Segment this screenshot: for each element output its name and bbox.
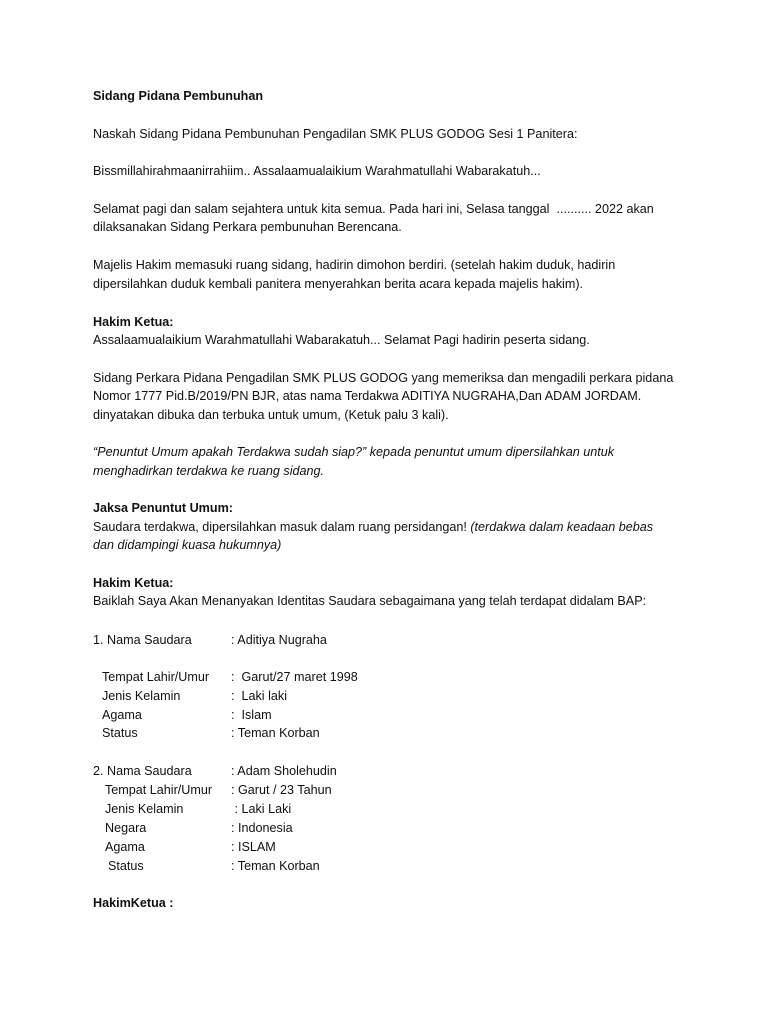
identity-label: 2. Nama Saudara: [93, 764, 192, 778]
paragraph-line: Majelis Hakim memasuki ruang sidang, hadirin dimohon berdiri. (setelah hakim duduk, hadirin: [93, 258, 616, 272]
opening-greeting: Bissmillahirahmaanirrahiim.. Assalaamualaikium Warahmatullahi Wabarakatuh...: [93, 164, 541, 178]
identity-label: Agama: [105, 840, 145, 854]
identity-row: [108, 857, 698, 876]
speaker-text: [93, 518, 653, 537]
identity-value: : Teman Korban: [231, 859, 320, 873]
identity-row: [93, 631, 693, 650]
identity-value: : Garut / 23 Tahun: [231, 783, 332, 797]
identity-row: [93, 762, 693, 781]
identity-row: [102, 687, 692, 706]
identity-label: Agama: [102, 708, 142, 722]
paragraph-line: menghadirkan terdakwa ke ruang sidang.: [93, 464, 325, 478]
paragraph-line: Sidang Perkara Pidana Pengadilan SMK PLUS GODOG yang memeriksa dan mengadili perkara pidana: [93, 371, 674, 385]
identity-value: : Aditiya Nugraha: [231, 633, 327, 647]
speaker-label: Hakim Ketua:: [93, 315, 174, 329]
speaker-label: HakimKetua :: [93, 896, 174, 910]
paragraph-line: dipersilahkan duduk kembali panitera menyerahkan berita acara kepada majelis hakim).: [93, 277, 584, 291]
paragraph-line: Selamat pagi dan salam sejahtera untuk kita semua. Pada hari ini, Selasa tanggal .......... 2022 akan: [93, 202, 654, 216]
identity-value: : Teman Korban: [231, 726, 320, 740]
identity-row: [105, 838, 695, 857]
identity-row: [102, 724, 692, 743]
identity-label: Status: [108, 859, 144, 873]
identity-row: [105, 819, 695, 838]
identity-label: Tempat Lahir/Umur: [102, 670, 210, 684]
identity-value: : Adam Sholehudin: [231, 764, 337, 778]
paragraph-line: “Penuntut Umum apakah Terdakwa sudah siap?” kepada penuntut umum dipersilahkan untuk: [93, 445, 615, 459]
identity-label: Status: [102, 726, 138, 740]
identity-label: Tempat Lahir/Umur: [105, 783, 213, 797]
speaker-text-normal: Saudara terdakwa, dipersilahkan masuk dalam ruang persidangan!: [93, 520, 471, 534]
speaker-label: Hakim Ketua:: [93, 576, 174, 590]
identity-value: : Garut/27 maret 1998: [231, 670, 358, 684]
paragraph-line: dilaksanakan Sidang Perkara pembunuhan Berencana.: [93, 220, 402, 234]
identity-row: [102, 668, 692, 687]
identity-label: Negara: [105, 821, 147, 835]
identity-row: [105, 781, 695, 800]
paragraph-line: Nomor 1777 Pid.B/2019/PN BJR, atas nama Terdakwa ADITIYA NUGRAHA,Dan ADAM JORDAM.: [93, 389, 642, 403]
identity-label: Jenis Kelamin: [105, 802, 184, 816]
identity-label: 1. Nama Saudara: [93, 633, 192, 647]
stage-direction: (terdakwa dalam keadaan bebas: [470, 520, 654, 534]
document-subtitle: Naskah Sidang Pidana Pembunuhan Pengadilan SMK PLUS GODOG Sesi 1 Panitera:: [93, 127, 578, 141]
identity-value: : Indonesia: [231, 821, 293, 835]
identity-value: : Islam: [231, 708, 272, 722]
document-title: Sidang Pidana Pembunuhan: [93, 89, 264, 103]
stage-direction: dan didampingi kuasa hukumnya): [93, 538, 282, 552]
identity-label: Jenis Kelamin: [102, 689, 181, 703]
speaker-text: Assalaamualaikium Warahmatullahi Wabarakatuh... Selamat Pagi hadirin peserta sidang.: [93, 333, 590, 347]
identity-value: : ISLAM: [231, 840, 276, 854]
speaker-text: Baiklah Saya Akan Menanyakan Identitas Saudara sebagaimana yang telah terdapat didalam BAP:: [93, 594, 647, 608]
speaker-label: Jaksa Penuntut Umum:: [93, 501, 233, 515]
identity-value: : Laki Laki: [231, 802, 292, 816]
identity-row: [105, 800, 695, 819]
identity-value: : Laki laki: [231, 689, 287, 703]
paragraph-line: dinyatakan dibuka dan terbuka untuk umum, (Ketuk palu 3 kali).: [93, 408, 449, 422]
identity-row: [102, 706, 692, 725]
